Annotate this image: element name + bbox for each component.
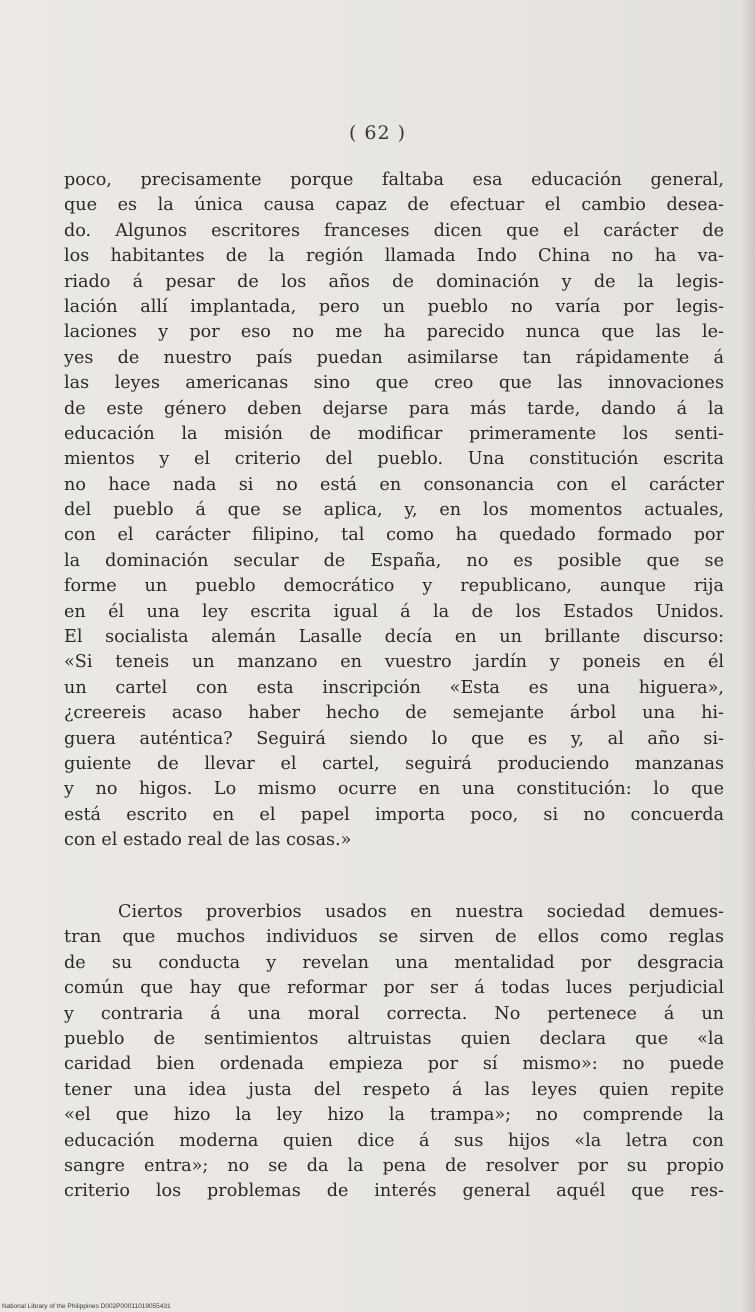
text-line: sangre entra»; no se da la pena de resolver por su propio [64, 1155, 724, 1176]
text-line: guera auténtica? Seguirá siendo lo que es y, al año si- [64, 728, 724, 749]
text-line: los habitantes de la región llamada Indo China no ha va- [64, 246, 724, 267]
text-line: mientos y el criterio del pueblo. Una constitución escrita [64, 449, 724, 470]
text-line: con el carácter filipino, tal como ha quedado formado por [64, 525, 724, 546]
text-line: Ciertos proverbios usados en nuestra sociedad demues- [118, 902, 724, 922]
text-line: y no higos. Lo mismo ocurre en una constitución: lo que [64, 779, 724, 800]
text-line: está escrito en el papel importa poco, si no concuerda [64, 804, 724, 825]
text-line: del pueblo á que se aplica, y, en los momentos actuales, [64, 500, 724, 521]
text-line: educación la misión de modificar primeramente los senti- [64, 423, 724, 444]
text-line: un cartel con esta inscripción «Esta es una higuera», [64, 677, 724, 698]
text-line: con el estado real de las cosas.» [64, 830, 352, 851]
text-line: yes de nuestro país puedan asimilarse tan rápidamente á [64, 347, 724, 368]
text-line: criterio los problemas de interés general aquél que res- [64, 1181, 724, 1202]
text-line: común que hay que reformar por ser á todas luces perjudicial [64, 978, 724, 999]
paragraph-1 [64, 168, 724, 854]
text-line: do. Algunos escritores franceses dicen que el carácter de [64, 220, 724, 241]
text-line: guiente de llevar el cartel, seguirá produciendo manzanas [64, 753, 724, 774]
text-line: tener una idea justa del respeto á las leyes quien repite [64, 1079, 724, 1100]
text-line: «Si teneis un manzano en vuestro jardín y poneis en él [64, 652, 724, 673]
page-edge-shadow [741, 0, 755, 1312]
text-line: las leyes americanas sino que creo que las innovaciones [64, 373, 724, 394]
library-credit: National Library of the Philippines D002P00011019055431 [2, 1303, 171, 1310]
text-line: que es la única causa capaz de efectuar el cambio desea- [64, 195, 724, 216]
text-line: ¿creereis acaso haber hecho de semejante árbol una hi- [64, 703, 724, 724]
text-line: forme un pueblo democrático y republicano, aunque rija [64, 576, 724, 597]
page-number: ( 62 ) [348, 122, 407, 144]
text-line: de este género deben dejarse para más tarde, dando á la [64, 398, 724, 419]
text-line: riado á pesar de los años de dominación y de la legis- [64, 271, 724, 292]
text-line: laciones y por eso no me ha parecido nunca que las le- [64, 322, 724, 343]
text-line: poco, precisamente porque faltaba esa educación general, [64, 170, 724, 190]
text-line: pueblo de sentimientos altruistas quien declara que «la [64, 1028, 724, 1049]
text-line: la dominación secular de España, no es posible que se [64, 550, 724, 571]
text-line: no hace nada si no está en consonancia con el carácter [64, 474, 724, 495]
text-line: caridad bien ordenada empieza por sí mismo»: no puede [64, 1054, 724, 1075]
text-line: tran que muchos individuos se sirven de ellos como reglas [64, 927, 724, 948]
text-line: de su conducta y revelan una mentalidad por desgracia [64, 952, 724, 973]
text-line: educación moderna quien dice á sus hijos «la letra con [64, 1130, 724, 1151]
text-line: lación allí implantada, pero un pueblo no varía por legis- [64, 296, 724, 317]
paragraph-2 [64, 900, 724, 1205]
text-line: y contraria á una moral correcta. No pertenece á un [64, 1003, 724, 1024]
text-line: «el que hizo la ley hizo la trampa»; no comprende la [64, 1105, 724, 1126]
text-line: en él una ley escrita igual á la de los Estados Unidos. [64, 601, 724, 622]
text-line: El socialista alemán Lasalle decía en un brillante discurso: [64, 627, 724, 648]
